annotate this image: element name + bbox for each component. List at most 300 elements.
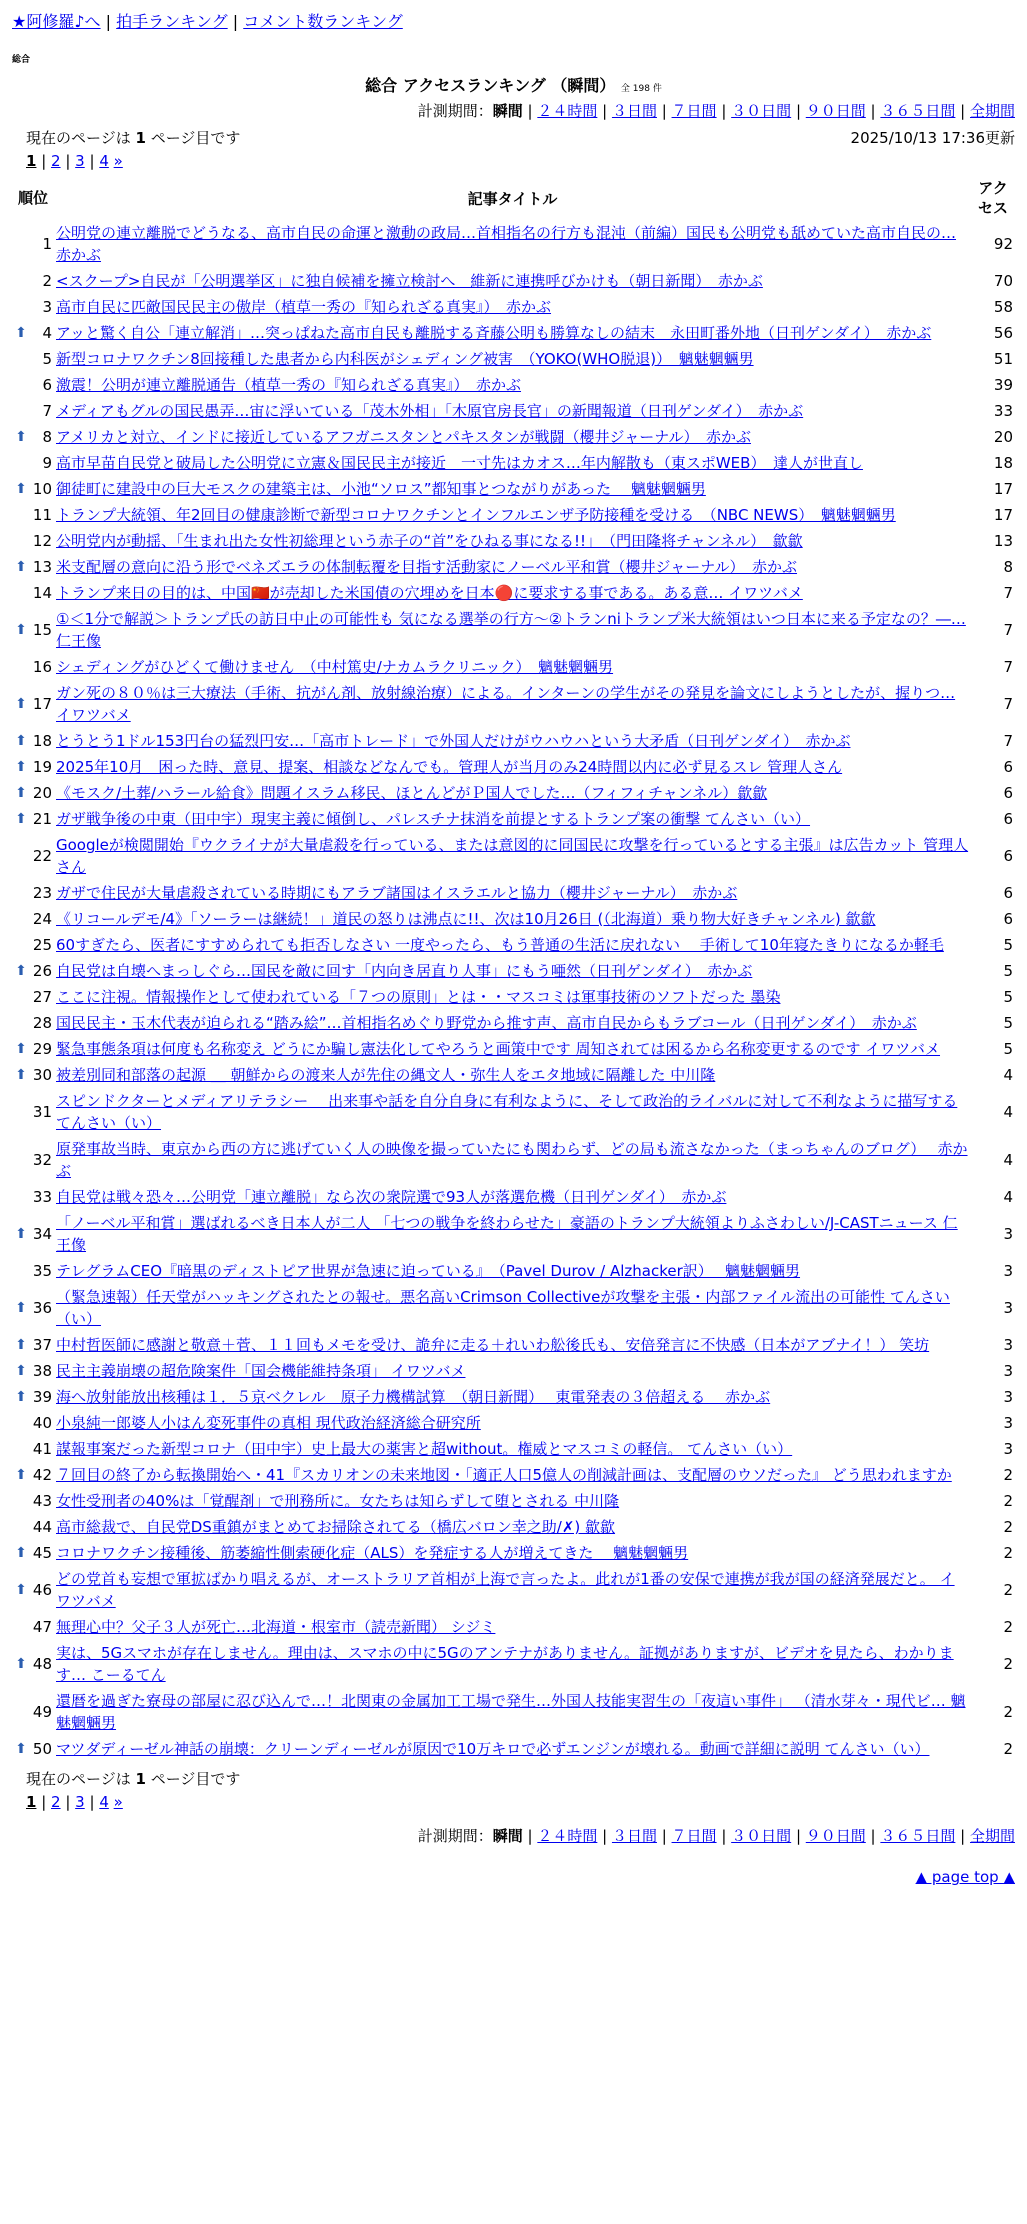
table-row bbox=[12, 1384, 1015, 1410]
access-count: 4 bbox=[1003, 1066, 1013, 1084]
article-link[interactable]: トランプ来日の目的は、中国🇨🇳が売却した米国債の穴埋めを日本🔴に要求する事である。ある意… イワツバメ bbox=[56, 584, 803, 602]
table-row bbox=[12, 1462, 1015, 1488]
rank-cell: 16 bbox=[32, 658, 52, 676]
rank-cell: 12 bbox=[32, 532, 52, 550]
access-count: 58 bbox=[993, 298, 1013, 316]
trend-cell bbox=[12, 502, 30, 528]
up-arrow-icon: ⬆ bbox=[15, 1226, 27, 1242]
rank-cell: 3 bbox=[42, 298, 52, 316]
pager-separator: | bbox=[84, 152, 100, 170]
trend-cell bbox=[12, 1488, 30, 1514]
table-row bbox=[12, 450, 1015, 476]
period-separator: | bbox=[597, 102, 612, 120]
article-link[interactable]: 激震！公明が連立離脱通告（植草一秀の『知られざる真実』） 赤かぶ bbox=[56, 376, 522, 394]
section-label: 総合 bbox=[12, 55, 31, 65]
title-cell bbox=[54, 372, 971, 398]
table-row bbox=[12, 1010, 1015, 1036]
trend-cell bbox=[12, 1462, 30, 1488]
article-link[interactable]: コロナワクチン接種後、筋萎縮性側索硬化症（ALS）を発症する人が増えてきた 魑魅魍魎男 bbox=[56, 1544, 689, 1562]
title-cell bbox=[54, 780, 971, 806]
access-count: 3 bbox=[1003, 1225, 1013, 1243]
updated-time: 2025/10/13 17:36更新 bbox=[850, 129, 1015, 147]
pager-current: 1 bbox=[26, 152, 37, 170]
title-cell bbox=[54, 1358, 971, 1384]
access-count: 39 bbox=[993, 376, 1013, 394]
table-row bbox=[12, 1088, 1015, 1136]
rank-cell: 23 bbox=[32, 884, 52, 902]
article-link[interactable]: トランプ大統領、年2回目の健康診断で新型コロナワクチンとインフルエンザ予防接種を受ける （NBC NEWS） 魑魅魍魎男 bbox=[56, 506, 896, 524]
rank-cell: 34 bbox=[32, 1225, 52, 1243]
article-link[interactable]: 小泉純一郎婆人小はん変死事件の真相 現代政治経済総合研究所 bbox=[56, 1414, 481, 1432]
access-count: 6 bbox=[1003, 884, 1013, 902]
trend-cell bbox=[12, 754, 30, 780]
title-cell bbox=[54, 502, 971, 528]
title-cell bbox=[54, 906, 971, 932]
trend-cell bbox=[12, 880, 30, 906]
period-link[interactable]: ３０日間 bbox=[731, 1827, 792, 1845]
article-link[interactable]: 高市早苗自民党と破局した公明党に立憲＆国民民主が接近 一寸先はカオス…年内解散も（東スポWEB） 達人が世直し bbox=[56, 454, 863, 472]
article-link[interactable]: 無理心中？父子３人が死亡…北海道・根室市（読売新聞） シジミ bbox=[56, 1618, 496, 1636]
table-row bbox=[12, 476, 1015, 502]
period-link[interactable]: ９０日間 bbox=[805, 102, 866, 120]
title-cell bbox=[54, 832, 971, 880]
up-arrow-icon: ⬆ bbox=[15, 1363, 27, 1379]
article-link[interactable]: 《リコールデモ/4》「ソーラーは継続！」道民の怒りは沸点に!!、次は10月26日 (（北海道）乗り物大好きチャンネル) 歙歙 bbox=[56, 910, 876, 928]
access-count: 4 bbox=[1003, 1188, 1013, 1206]
title-cell bbox=[54, 1514, 971, 1540]
rank-cell: 26 bbox=[32, 962, 52, 980]
access-count: 20 bbox=[993, 428, 1013, 446]
access-count: 2 bbox=[1003, 1518, 1013, 1536]
article-link[interactable]: メディアもグルの国民愚弄…宙に浮いている「茂木外相」「木原官房長官」の新聞報道（日刊ゲンダイ） 赤かぶ bbox=[56, 402, 804, 420]
table-row bbox=[12, 1062, 1015, 1088]
rank-cell: 44 bbox=[32, 1518, 52, 1536]
period-link[interactable]: ２４時間 bbox=[537, 102, 598, 120]
article-link[interactable]: 米支配層の意向に沿う形でベネズエラの体制転覆を目指す活動家にノーベル平和賞（櫻井ジャーナル） 赤かぶ bbox=[56, 558, 798, 576]
title-cell bbox=[54, 1540, 971, 1566]
trend-cell bbox=[12, 580, 30, 606]
rank-cell: 47 bbox=[32, 1618, 52, 1636]
article-link[interactable]: 女性受刑者の40%は「覚醒剤」で刑務所に。女たちは知らずして堕とされる 中川隆 bbox=[56, 1492, 620, 1510]
access-count: 4 bbox=[1003, 1103, 1013, 1121]
access-count: 3 bbox=[1003, 1336, 1013, 1354]
article-link[interactable]: 公明党内が動揺、「生まれ出た女性初総理という赤子の“首”をひねる事になる!!」 （門田隆将チャンネル） 歙歙 bbox=[56, 532, 803, 550]
table-row bbox=[12, 294, 1015, 320]
article-link[interactable]: 2025年10月 困った時、意見、提案、相談などなんでも。管理人が当月のみ24時間以内に必ず見るスレ 管理人さん bbox=[56, 758, 843, 776]
title-cell bbox=[54, 1258, 971, 1284]
title-cell bbox=[54, 1462, 971, 1488]
access-count: 6 bbox=[1003, 910, 1013, 928]
pager-next-link[interactable]: » bbox=[113, 1793, 123, 1811]
period-link[interactable]: ３６５日間 bbox=[880, 102, 956, 120]
item-count: 全 198 件 bbox=[620, 84, 662, 94]
rank-cell: 32 bbox=[32, 1151, 52, 1169]
article-link[interactable]: ①＜1分で解説＞トランプ氏の訪日中止の可能性も 気になる選挙の行方〜②トランniトランプ米大統領はいつ日本に来る予定なの？―… 仁王像 bbox=[56, 610, 966, 650]
access-count: 2 bbox=[1003, 1492, 1013, 1510]
table-row bbox=[12, 1036, 1015, 1062]
pager-bottom bbox=[26, 1793, 1015, 1811]
trend-cell bbox=[12, 424, 30, 450]
title-cell bbox=[54, 880, 971, 906]
access-count: 2 bbox=[1003, 1581, 1013, 1599]
period-separator: | bbox=[522, 102, 538, 120]
period-separator: | bbox=[522, 1827, 538, 1845]
article-link[interactable]: どの党首も妄想で軍拡ばかり唱えるが、オーストラリア首相が上海で言ったよ。此れが1番の安保で連携が我が国の経済発展だと。 イワツバメ bbox=[56, 1570, 955, 1610]
period-link[interactable]: 全期間 bbox=[969, 102, 1015, 120]
table-row bbox=[12, 754, 1015, 780]
table-row bbox=[12, 1514, 1015, 1540]
article-link[interactable]: 高市総裁で、自民党DS重鎮がまとめてお掃除されてる（橋広バロン幸之助/✗) 歙歙 bbox=[56, 1518, 616, 1536]
rank-cell: 25 bbox=[32, 936, 52, 954]
table-row bbox=[12, 424, 1015, 450]
article-link[interactable]: ガザで住民が大量虐殺されている時期にもアラブ諸国はイスラエルと協力（櫻井ジャーナル） 赤かぶ bbox=[56, 884, 738, 902]
trend-cell bbox=[12, 1136, 30, 1184]
asyura-home-link[interactable]: ★阿修羅♪へ bbox=[12, 12, 101, 31]
title-cell bbox=[54, 554, 971, 580]
pager-separator: | bbox=[60, 152, 76, 170]
trend-cell bbox=[12, 476, 30, 502]
title-cell bbox=[54, 1010, 971, 1036]
rank-cell: 7 bbox=[42, 402, 52, 420]
trend-cell bbox=[12, 1384, 30, 1410]
period-link[interactable]: ３日間 bbox=[611, 102, 657, 120]
access-count: 2 bbox=[1003, 1703, 1013, 1721]
trend-cell bbox=[12, 984, 30, 1010]
table-row bbox=[12, 1358, 1015, 1384]
pager-page-link[interactable]: 4 bbox=[99, 1793, 109, 1811]
page-status-bottom: 現在のページは 1 ページ目です bbox=[26, 1770, 241, 1788]
up-arrow-icon: ⬆ bbox=[15, 1741, 27, 1757]
trend-cell bbox=[12, 1436, 30, 1462]
access-count: 6 bbox=[1003, 784, 1013, 802]
pager-separator: | bbox=[36, 152, 52, 170]
rank-cell: 35 bbox=[32, 1262, 52, 1280]
table-row bbox=[12, 554, 1015, 580]
period-label: 計測期間： bbox=[417, 102, 493, 120]
trend-cell bbox=[12, 294, 30, 320]
article-link[interactable]: 60すぎたら、医者にすすめられても拒否しなさい 一度やったら、もう普通の生活に戻れない 手術して10年寝たきりになるか軽毛 bbox=[56, 936, 944, 954]
period-separator: | bbox=[791, 1827, 806, 1845]
period-link[interactable]: ９０日間 bbox=[805, 1827, 866, 1845]
trend-cell bbox=[12, 268, 30, 294]
article-link[interactable]: ここに注視。情報操作として使われている「７つの原則」とは・・マスコミは軍事技術のソフトだった 墨染 bbox=[56, 988, 781, 1006]
access-count: 6 bbox=[1003, 758, 1013, 776]
title-cell bbox=[54, 398, 971, 424]
trend-cell bbox=[12, 1358, 30, 1384]
period-separator: | bbox=[955, 1827, 970, 1845]
title-cell bbox=[54, 654, 971, 680]
trend-cell bbox=[12, 554, 30, 580]
up-arrow-icon: ⬆ bbox=[15, 1545, 27, 1561]
article-link[interactable]: マツダディーゼル神話の崩壊：クリーンディーゼルが原因で10万キロで必ずエンジンが壊れる。動画で詳細に説明 てんさい（い） bbox=[56, 1740, 930, 1758]
article-link[interactable]: シェディングがひどくて働けません （中村篤史/ナカムラクリニック） 魑魅魍魎男 bbox=[56, 658, 614, 676]
table-row bbox=[12, 680, 1015, 728]
page-title bbox=[12, 73, 1015, 96]
pager-page-link[interactable]: 2 bbox=[51, 1793, 61, 1811]
nav-separator: | bbox=[105, 12, 112, 31]
table-row bbox=[12, 806, 1015, 832]
trend-cell bbox=[12, 346, 30, 372]
period-link[interactable]: ３６５日間 bbox=[880, 1827, 956, 1845]
access-count: 5 bbox=[1003, 1014, 1013, 1032]
access-count: 5 bbox=[1003, 962, 1013, 980]
title-cell bbox=[54, 1332, 971, 1358]
article-link[interactable]: アメリカと対立、インドに接近しているアフガニスタンとパキスタンが戦闘（櫻井ジャーナル） 赤かぶ bbox=[56, 428, 751, 446]
table-row bbox=[12, 1688, 1015, 1736]
article-link[interactable]: 新型コロナワクチン8回接種した患者から内科医がシェディング被害 （YOKO(WHO脱退)） 魑魅魍魎男 bbox=[56, 350, 754, 368]
trend-cell bbox=[12, 832, 30, 880]
article-link[interactable]: 実は、5Gスマホが存在しません。理由は、スマホの中に5Gのアンテナがありません。証拠がありますが、ビデオを見たら、わかります… こーるてん bbox=[56, 1644, 954, 1684]
article-link[interactable]: 民主主義崩壊の超危険案件「国会機能維持条項」 イワツバメ bbox=[56, 1362, 466, 1380]
rank-cell: 27 bbox=[32, 988, 52, 1006]
period-link[interactable]: ２４時間 bbox=[537, 1827, 598, 1845]
period-link[interactable]: ７日間 bbox=[671, 102, 717, 120]
table-row bbox=[12, 220, 1015, 268]
period-separator: | bbox=[597, 1827, 612, 1845]
article-link[interactable]: 「ノーベル平和賞」選ばれるべき日本人が二人 「七つの戦争を終わらせた」豪語のトランプ大統領よりふさわしい/J-CASTニュース 仁王像 bbox=[56, 1214, 958, 1254]
pager-page-link[interactable]: 3 bbox=[75, 152, 85, 170]
article-link[interactable]: 御徒町に建設中の巨大モスクの建築主は、小池“ソロス”都知事とつながりがあった 魑魅魍魎男 bbox=[56, 480, 706, 498]
title-cell bbox=[54, 1436, 971, 1462]
period-link[interactable]: ３０日間 bbox=[731, 102, 792, 120]
page-info bbox=[26, 127, 1015, 148]
title-cell bbox=[54, 958, 971, 984]
table-row bbox=[12, 1136, 1015, 1184]
trend-cell bbox=[12, 220, 30, 268]
rank-cell: 43 bbox=[32, 1492, 52, 1510]
trend-cell bbox=[12, 728, 30, 754]
trend-cell bbox=[12, 450, 30, 476]
period-label: 計測期間： bbox=[417, 1827, 493, 1845]
trend-cell bbox=[12, 1514, 30, 1540]
pager-separator: | bbox=[60, 1793, 76, 1811]
rank-cell: 1 bbox=[42, 235, 52, 253]
article-link[interactable]: 中村哲医師に感謝と敬意＋菅、１１回もメモを受け、詭弁に走る＋れいわ舩後氏も、安倍発言に不快感（日本がアブナイ！） 笑坊 bbox=[56, 1336, 930, 1354]
rank-cell: 36 bbox=[32, 1299, 52, 1317]
trend-cell bbox=[12, 1640, 30, 1688]
article-link[interactable]: 公明党の連立離脱でどうなる、高市自民の命運と激動の政局…首相指名の行方も混沌（前編）国民も公明党も舐めていた高市自民の… 赤かぶ bbox=[56, 224, 957, 264]
title-cell bbox=[54, 680, 971, 728]
article-link[interactable]: 緊急事態条項は何度も名称変え どうにか騙し憲法化してやろうと画策中です 周知されては困るから名称変更するのです イワツバメ bbox=[56, 1040, 941, 1058]
trend-cell bbox=[12, 1614, 30, 1640]
table-row bbox=[12, 268, 1015, 294]
table-row bbox=[12, 1640, 1015, 1688]
rank-cell: 22 bbox=[32, 847, 52, 865]
rank-cell: 20 bbox=[32, 784, 52, 802]
article-link[interactable]: ７回目の終了から転換開始へ・41『スカリオンの未来地図・「適正人口5億人の削減計画は、支配層のウソだった』 どう思われますか bbox=[56, 1466, 952, 1484]
access-count: 6 bbox=[1003, 810, 1013, 828]
up-arrow-icon: ⬆ bbox=[15, 559, 27, 575]
table-row bbox=[12, 1410, 1015, 1436]
article-link[interactable]: ガザ戦争後の中東（田中宇）現実主義に傾倒し、パレスチナ抹消を前提とするトランプ案の衝撃 てんさい（い） bbox=[56, 810, 811, 828]
pager-next-link[interactable]: » bbox=[113, 152, 123, 170]
access-count: 7 bbox=[1003, 695, 1013, 713]
trend-cell bbox=[12, 1088, 30, 1136]
title-cell bbox=[54, 450, 971, 476]
access-count: 2 bbox=[1003, 1544, 1013, 1562]
title-cell bbox=[54, 984, 971, 1010]
table-row bbox=[12, 984, 1015, 1010]
trend-cell bbox=[12, 1210, 30, 1258]
access-count: 7 bbox=[1003, 584, 1013, 602]
article-link[interactable]: 原発事故当時、東京から西の方に逃げていく人の映像を撮っていたにも関わらず、どの局も流さなかった（まっちゃんのブログ） 赤かぶ bbox=[56, 1140, 968, 1180]
pager-page-link[interactable]: 3 bbox=[75, 1793, 85, 1811]
access-count: 2 bbox=[1003, 1618, 1013, 1636]
up-arrow-icon: ⬆ bbox=[15, 1067, 27, 1083]
table-row bbox=[12, 1258, 1015, 1284]
trend-cell bbox=[12, 680, 30, 728]
access-count: 3 bbox=[1003, 1362, 1013, 1380]
article-link[interactable]: <スクープ>自民が「公明選挙区」に独自候補を擁立検討へ 維新に連携呼びかけも（朝日新聞） 赤かぶ bbox=[56, 272, 763, 290]
title-cell bbox=[54, 1384, 971, 1410]
trend-cell bbox=[12, 320, 30, 346]
table-row bbox=[12, 654, 1015, 680]
article-link[interactable]: 高市自民に匹敵国民民主の傲岸（植草一秀の『知られざる真実』） 赤かぶ bbox=[56, 298, 552, 316]
article-link[interactable]: 謀報事案だった新型コロナ（田中宇）史上最大の薬害と超without。権威とマスコミの軽信。 てんさい（い） bbox=[56, 1440, 793, 1458]
access-count: 7 bbox=[1003, 658, 1013, 676]
access-count: 3 bbox=[1003, 1262, 1013, 1280]
title-cell bbox=[54, 346, 971, 372]
article-link[interactable]: スピンドクターとメディアリテラシー 出来事や話を自分自身に有利なように、そして政治的ライバルに対して不利なように描写する てんさい（い） bbox=[56, 1092, 958, 1132]
access-count: 5 bbox=[1003, 1040, 1013, 1058]
rank-cell: 11 bbox=[32, 506, 52, 524]
article-link[interactable]: Googleが検閲開始『ウクライナが大量虐殺を行っている、または意図的に同国民に攻撃を行っているとする主張』は広告カット 管理人さん bbox=[56, 836, 969, 876]
article-link[interactable]: （緊急速報）任天堂がハッキングされたとの報せ。悪名高いCrimson Collectiveが攻撃を主張・内部ファイル流出の可能性 てんさい（い） bbox=[56, 1288, 950, 1328]
title-cell bbox=[54, 1736, 971, 1762]
access-count: 2 bbox=[1003, 1466, 1013, 1484]
up-arrow-icon: ⬆ bbox=[15, 785, 27, 801]
table-row bbox=[12, 1332, 1015, 1358]
title-cell bbox=[54, 320, 971, 346]
access-count: 2 bbox=[1003, 1655, 1013, 1673]
period-link[interactable]: ３日間 bbox=[611, 1827, 657, 1845]
rank-cell: 4 bbox=[42, 324, 52, 342]
table-row bbox=[12, 528, 1015, 554]
title-cell bbox=[54, 1284, 971, 1332]
page-top-link[interactable]: ▲ page top ▲ bbox=[915, 1868, 1015, 1886]
article-link[interactable]: 還暦を過ぎた寮母の部屋に忍び込んで…！北関東の金属加工工場で発生…外国人技能実習生の「夜這い事件」 （清水芽々・現代ビ… 魑魅魍魎男 bbox=[56, 1692, 966, 1732]
rank-cell: 40 bbox=[32, 1414, 52, 1432]
trend-cell bbox=[12, 1332, 30, 1358]
table-row bbox=[12, 1540, 1015, 1566]
up-arrow-icon: ⬆ bbox=[15, 1467, 27, 1483]
article-link[interactable]: 被差別同和部落の起源 ＿ 朝鮮からの渡来人が先住の縄文人・弥生人をエタ地域に隔離した 中川隆 bbox=[56, 1066, 716, 1084]
access-count: 3 bbox=[1003, 1440, 1013, 1458]
title-cell bbox=[54, 1614, 971, 1640]
table-row bbox=[12, 728, 1015, 754]
article-link[interactable]: ガン死の８０％は三大療法（手術、抗がん剤、放射線治療）による。インターンの学生がその発見を論文にしようとしたが、握りつ… イワツバメ bbox=[56, 684, 956, 724]
trend-cell bbox=[12, 1566, 30, 1614]
table-row bbox=[12, 580, 1015, 606]
period-link[interactable]: ７日間 bbox=[671, 1827, 717, 1845]
rank-cell: 8 bbox=[42, 428, 52, 446]
pager-separator: | bbox=[36, 1793, 52, 1811]
table-row bbox=[12, 958, 1015, 984]
rank-cell: 29 bbox=[32, 1040, 52, 1058]
table-row bbox=[12, 1614, 1015, 1640]
rank-cell: 28 bbox=[32, 1014, 52, 1032]
title-cell bbox=[54, 424, 971, 450]
rank-cell: 42 bbox=[32, 1466, 52, 1484]
rank-cell: 45 bbox=[32, 1544, 52, 1562]
trend-cell bbox=[12, 932, 30, 958]
ranking-table bbox=[12, 176, 1015, 1762]
title-cell bbox=[54, 1566, 971, 1614]
rank-cell: 2 bbox=[42, 272, 52, 290]
access-count: 4 bbox=[1003, 1151, 1013, 1169]
pager-page-link[interactable]: 4 bbox=[99, 152, 109, 170]
article-link[interactable]: アッと驚く自公「連立解消」…突っぱねた高市自民も離脱する斉藤公明も勝算なしの結末 永田町番外地（日刊ゲンダイ） 赤かぶ bbox=[56, 324, 932, 342]
title-cell bbox=[54, 528, 971, 554]
access-count: 70 bbox=[993, 272, 1013, 290]
trend-cell bbox=[12, 780, 30, 806]
rank-cell: 24 bbox=[32, 910, 52, 928]
trend-cell bbox=[12, 528, 30, 554]
up-arrow-icon: ⬆ bbox=[15, 1337, 27, 1353]
access-count: 3 bbox=[1003, 1299, 1013, 1317]
rank-cell: 39 bbox=[32, 1388, 52, 1406]
period-separator: | bbox=[791, 102, 806, 120]
trend-cell bbox=[12, 372, 30, 398]
table-row bbox=[12, 346, 1015, 372]
rank-cell: 21 bbox=[32, 810, 52, 828]
rank-cell: 31 bbox=[32, 1103, 52, 1121]
table-row bbox=[12, 1284, 1015, 1332]
article-link[interactable]: 海へ放射能放出核種は１．５京ベクレル 原子力機構試算 （朝日新聞） 東電発表の３倍超える 赤かぶ bbox=[56, 1388, 771, 1406]
comment-ranking-link[interactable]: コメント数ランキング bbox=[243, 12, 403, 31]
trend-cell bbox=[12, 1258, 30, 1284]
up-arrow-icon: ⬆ bbox=[15, 1041, 27, 1057]
title-cell bbox=[54, 754, 971, 780]
applause-ranking-link[interactable]: 拍手ランキング bbox=[116, 12, 228, 31]
title-cell bbox=[54, 220, 971, 268]
article-link[interactable]: 自民党は戦々恐々…公明党「連立離脱」なら次の衆院選で93人が落選危機（日刊ゲンダイ） 赤かぶ bbox=[56, 1188, 727, 1206]
article-link[interactable]: 国民民主・玉木代表が迫られる“踏み絵”…首相指名めぐり野党から推す声、高市自民からもラブコール（日刊ゲンダイ） 赤かぶ bbox=[56, 1014, 917, 1032]
article-link[interactable]: 自民党は自壊へまっしぐら…国民を敵に回す「内向き居直り人事」にもう唖然（日刊ゲンダイ） 赤かぶ bbox=[56, 962, 753, 980]
rank-cell: 6 bbox=[42, 376, 52, 394]
title-cell bbox=[54, 932, 971, 958]
title-cell bbox=[54, 1062, 971, 1088]
title-cell bbox=[54, 806, 971, 832]
title-cell bbox=[54, 1210, 971, 1258]
period-separator: | bbox=[656, 1827, 672, 1845]
trend-cell bbox=[12, 606, 30, 654]
article-link[interactable]: 《モスク/土葬/ハラール給食》問題イスラム移民、ほとんどがＰ国人でした…（フィフィチャンネル）歙歙 bbox=[56, 784, 768, 802]
pager-current: 1 bbox=[26, 1793, 37, 1811]
period-link[interactable]: 全期間 bbox=[969, 1827, 1015, 1845]
period-current: 瞬間 bbox=[492, 102, 523, 120]
article-link[interactable]: とうとう1ドル153円台の猛烈円安…「高市トレード」で外国人だけがウハウハという大矛盾（日刊ゲンダイ） 赤かぶ bbox=[56, 732, 851, 750]
access-count: 51 bbox=[993, 350, 1013, 368]
trend-cell bbox=[12, 1010, 30, 1036]
access-count: 17 bbox=[993, 506, 1013, 524]
up-arrow-icon: ⬆ bbox=[15, 811, 27, 827]
title-cell bbox=[54, 728, 971, 754]
period-separator: | bbox=[716, 1827, 732, 1845]
rank-cell: 50 bbox=[32, 1740, 52, 1758]
table-row bbox=[12, 1436, 1015, 1462]
period-selector-bottom bbox=[12, 1825, 1015, 1846]
period-selector bbox=[12, 100, 1015, 121]
article-link[interactable]: テレグラムCEO『暗黒のディストピア世界が急速に迫っている』 （Pavel Durov / Alzhacker訳） 魑魅魍魎男 bbox=[56, 1262, 801, 1280]
table-row bbox=[12, 780, 1015, 806]
access-count: 92 bbox=[993, 235, 1013, 253]
pager-page-link[interactable]: 2 bbox=[51, 152, 61, 170]
table-row bbox=[12, 1566, 1015, 1614]
table-row bbox=[12, 606, 1015, 654]
up-arrow-icon: ⬆ bbox=[15, 1300, 27, 1316]
table-row bbox=[12, 1210, 1015, 1258]
